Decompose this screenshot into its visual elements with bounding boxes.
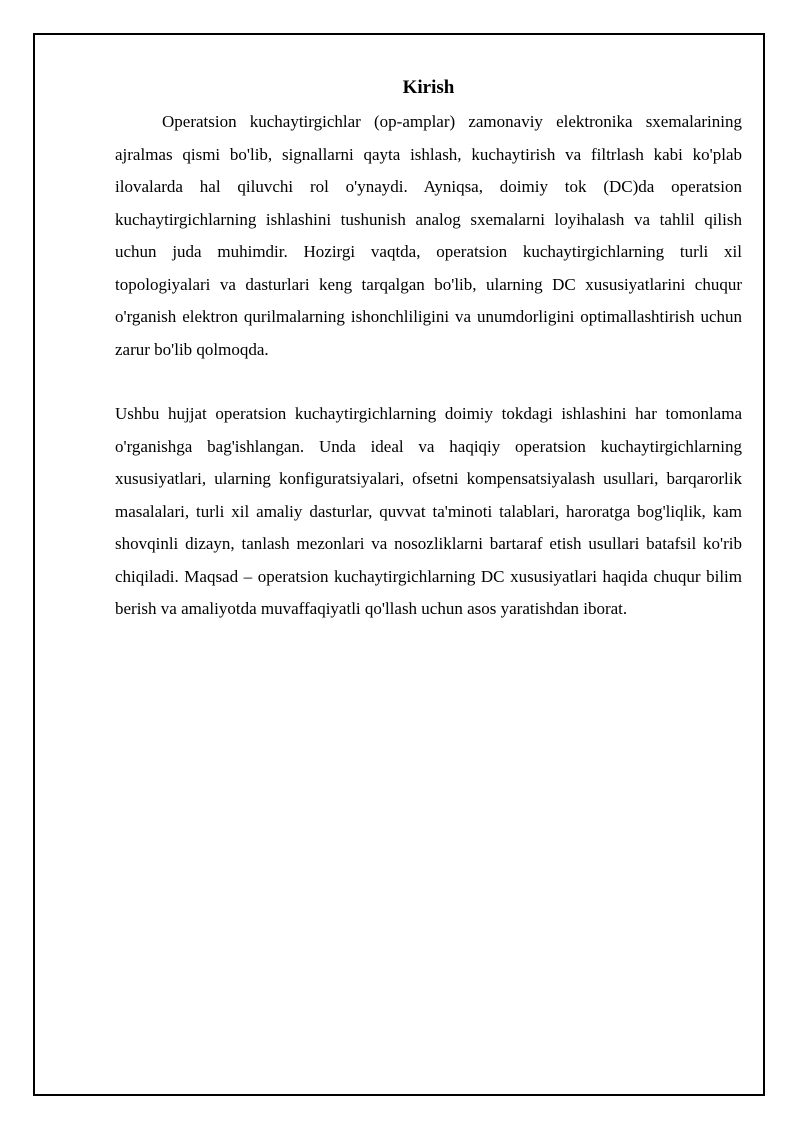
paragraph-intro: Operatsion kuchaytirgichlar (op-amplar) zamonaviy elektronika sxemalarining ajralmas qismi bo'lib, signallarni qayta ishlash, kuchaytirish va filtrlash kabi ko'plab ilovalarda hal qiluvchi rol o'ynaydi. Ayniqsa, doimiy tok (DC)da operatsion kuchaytirgichlarning ishlashini tushunish analog sxemalarni loyihalash va tahlil qilish uchun juda muhimdir. Hozirgi vaqtda, operatsion kuchaytirgichlarning turli xil topologiyalari va dasturlari keng tarqalgan bo'lib, ularning DC xususiyatlarini chuqur o'rganish elektron qurilmalarning ishonchliligini va unumdorligini optimallashtirish uchun zarur bo'lib qolmoqda. bbox=[115, 112, 742, 359]
document-title: Kirish bbox=[402, 77, 455, 98]
paragraph-spacer bbox=[115, 366, 742, 398]
paragraph-purpose: Ushbu hujjat operatsion kuchaytirgichlarning doimiy tokdagi ishlashini har tomonlama o'rganishga bag'ishlangan. Unda ideal va haqiqiy operatsion kuchaytirgichlarning xususiyatlari, ularning konfiguratsiyalari, ofsetni kompensatsiyalash usullari, barqarorlik masalalari, turli xil amaliy dasturlar, quvvat ta'minoti talablari, haroratga bog'liqlik, kam shovqinli dizayn, tanlash mezonlari va nosozliklarni bartaraf etish usullari batafsil ko'rib chiqiladi. Maqsad – operatsion kuchaytirgichlarning DC xususiyatlari haqida chuqur bilim berish va amaliyotda muvaffaqiyatli qo'llash uchun asos yaratishdan iborat. bbox=[115, 404, 742, 618]
document-body bbox=[115, 74, 742, 626]
